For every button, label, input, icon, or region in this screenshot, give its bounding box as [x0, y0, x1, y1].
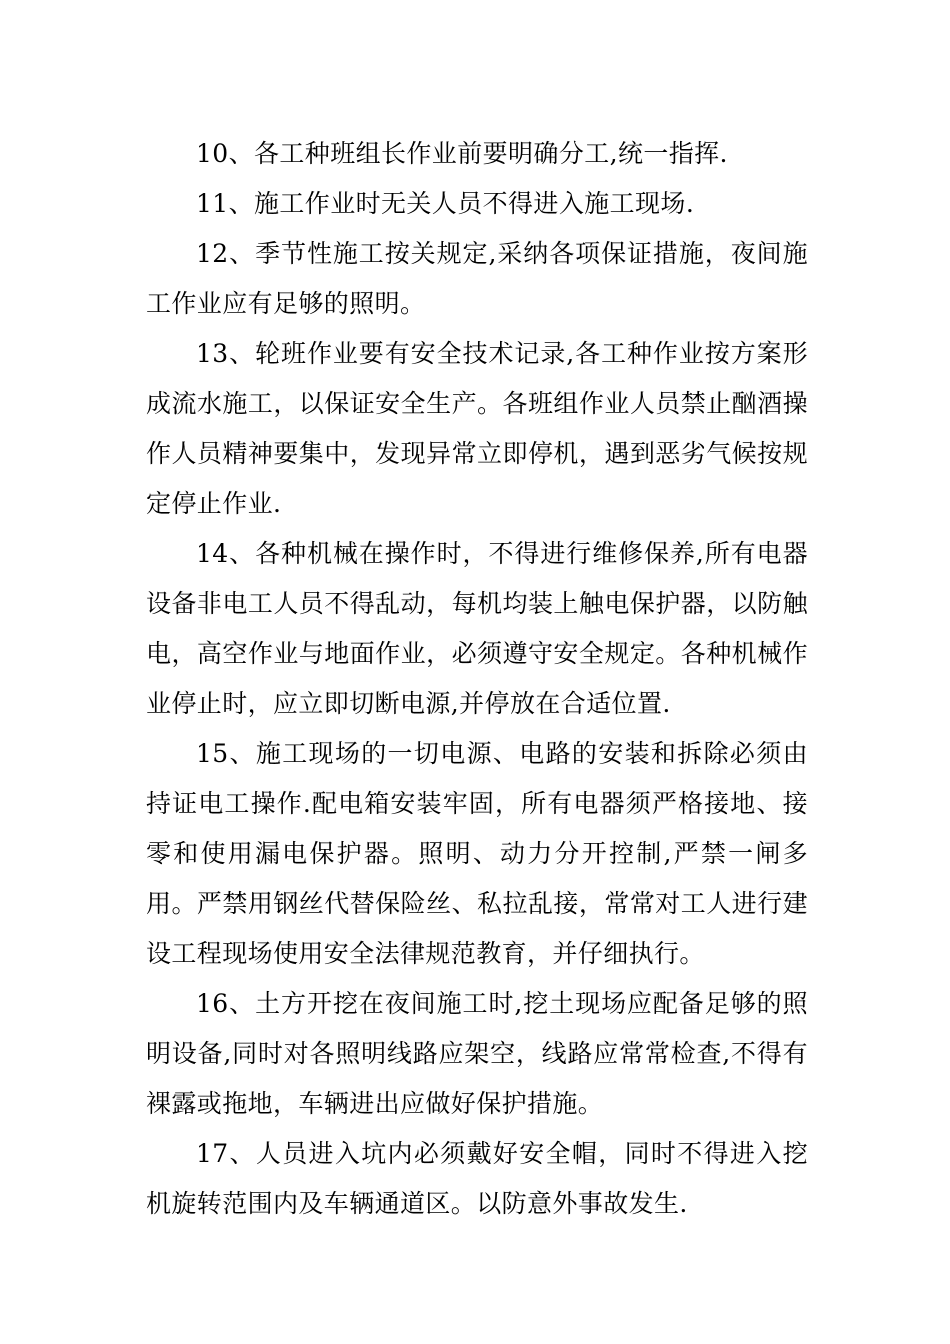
paragraph-13: 13、轮班作业要有安全技术记录,各工种作业按方案形成流水施工，以保证安全生产。各班组作业人员禁止酗酒操作人员精神要集中，发现异常立即停机，遇到恶劣气候按规定停止作业.	[146, 339, 808, 518]
paragraph-15: 15、施工现场的一切电源、电路的安装和拆除必须由持证电工操作.配电箱安装牢固，所有电器须严格接地、接零和使用漏电保护器。照明、动力分开控制,严禁一闸多用。严禁用钢丝代替保险丝、私拉乱接，常常对工人进行建设工程现场使用安全法律规范教育，并仔细执行。	[146, 739, 808, 968]
paragraph-11: 11、施工作业时无关人员不得进入施工现场.	[196, 189, 695, 218]
paragraph-16: 16、土方开挖在夜间施工时,挖土现场应配备足够的照明设备,同时对各照明线路应架空，线路应常常检查,不得有裸露或拖地，车辆进出应做好保护措施。	[146, 989, 808, 1118]
paragraph-17: 17、人员进入坑内必须戴好安全帽，同时不得进入挖机旋转范围内及车辆通道区。以防意外事故发生.	[146, 1139, 808, 1218]
paragraph-14: 14、各种机械在操作时，不得进行维修保养,所有电器设备非电工人员不得乱动，每机均装上触电保护器，以防触电，高空作业与地面作业，必须遵守安全规定。各种机械作业停止时，应立即切断电源,并停放在合适位置.	[146, 539, 808, 718]
paragraph-12: 12、季节性施工按关规定,采纳各项保证措施，夜间施工作业应有足够的照明。	[146, 239, 808, 318]
paragraph-10: 10、各工种班组长作业前要明确分工,统一指挥.	[196, 139, 728, 168]
document-body	[146, 129, 808, 1229]
